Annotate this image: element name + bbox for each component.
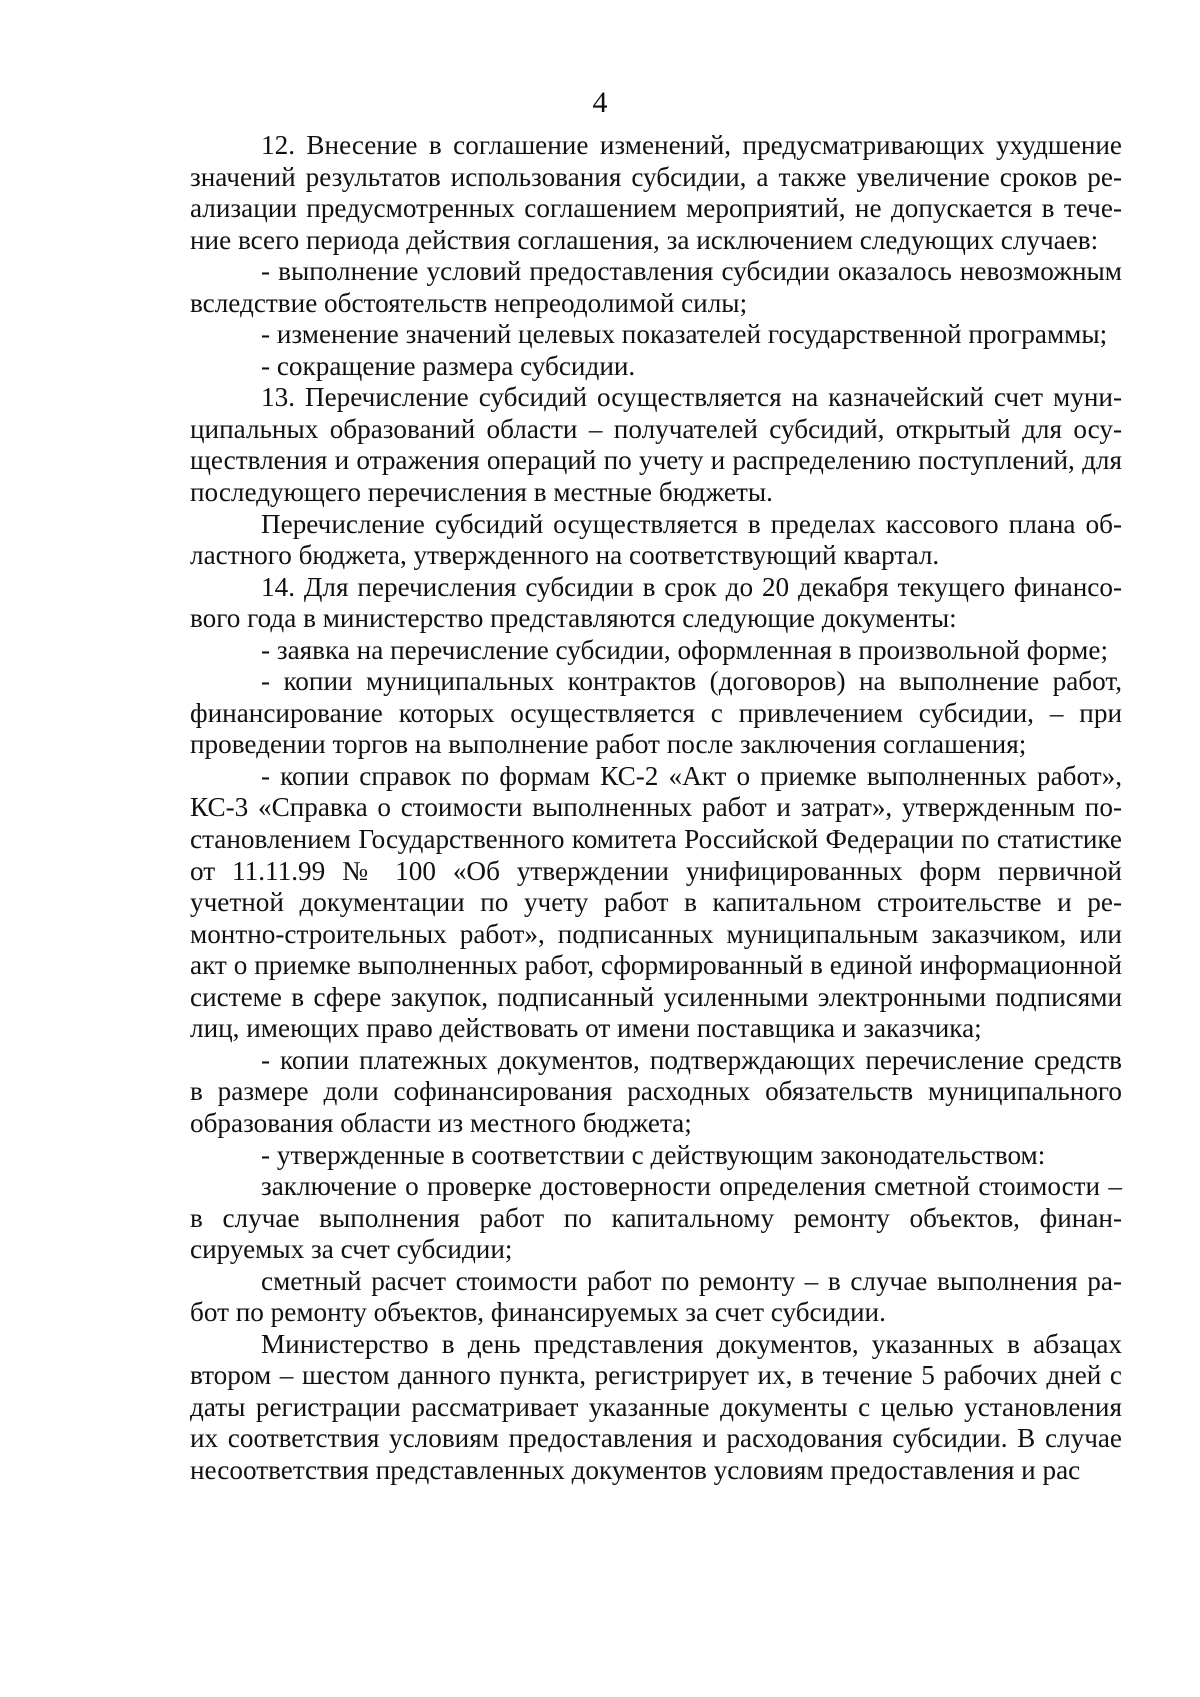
paragraph-13: 13. Перечисление субсидий осуществляется на казначейский счет муниципальных образований области – получателей субсидий, открытый для осуществления и отражения операций по учету и распределению поступлений, для последующего перечисления в местные бюджеты.	[190, 382, 1122, 508]
paragraph-14-intro: 14. Для перечисления субсидии в срок до 20 декабря текущего финансового года в министерство представляются следующие документы:	[190, 571, 1122, 634]
paragraph-14-ministry-review: Министерство в день представления документов, указанных в абзацах втором – шестом данного пункта, регистрирует их, в течение 5 рабочих дней с даты регистрации рассматривает указанные документы с целью установления их соответствия условиям предоставления и расходования субсидии. В случае несоответствия представленных документов условиям предоставления и рас	[190, 1328, 1122, 1485]
paragraph-14-item-payment-docs: - копии платежных документов, подтверждающих перечисление средств в размере доли софинансирования расходных обязательств муниципального образования области из местного бюджета;	[190, 1044, 1122, 1138]
paragraph-14-estimate-conclusion: заключение о проверке достоверности определения сметной стоимости – в случае выполнения работ по капитальному ремонту объектов, финансируемых за счет субсидии;	[190, 1171, 1122, 1265]
paragraph-12-case-subsidy-reduction: - сокращение размера субсидии.	[261, 350, 636, 381]
document-body	[190, 130, 1122, 1487]
page-number: 4	[592, 86, 608, 119]
paragraph-12-intro: 12. Внесение в соглашение изменений, предусматривающих ухудшение значений результатов использования субсидии, а также увеличение сроков реализации предусмотренных соглашением мероприятий, не допускается в течение всего периода действия соглашения, за исключением следующих случаев:	[190, 130, 1122, 255]
paragraph-12-case-program-change: - изменение значений целевых показателей государственной программы;	[261, 319, 1108, 350]
paragraph-14-item-ks-forms: - копии справок по формам КС-2 «Акт о приемке выполненных работ», КС-3 «Справка о стоимости выполненных работ и затрат», утвержденным постановлением Государственного комитета Российской Федерации по статистике от 11.11.99 № 100 «Об утверждении унифицированных форм первичной учетной документации по учету работ в капитальном строительстве и ремонтно-строительных работ», подписанных муниципальным заказчиком, или акт о приемке выполненных работ, сформированный в единой информационной системе в сфере закупок, подписанный усиленными электронными подписями лиц, имеющих право действовать от имени поставщика и заказчика;	[190, 760, 1122, 1044]
paragraph-12-case-force-majeure: - выполнение условий предоставления субсидии оказалось невозможным вследствие обстоятельств непреодолимой силы;	[190, 256, 1122, 318]
paragraph-14-item-application: - заявка на перечисление субсидии, оформленная в произвольной форме;	[261, 634, 1108, 665]
paragraph-13-cash-plan: Перечисление субсидий осуществляется в пределах кассового плана областного бюджета, утвержденного на соответствующий квартал.	[190, 508, 1122, 571]
paragraph-14-item-approved: - утвержденные в соответствии с действующим законодательством:	[261, 1139, 1046, 1170]
paragraph-14-item-contracts: - копии муниципальных контрактов (договоров) на выполнение работ, финансирование которых осуществляется с привлечением субсидии, – при проведении торгов на выполнение работ после заключения соглашения;	[190, 666, 1122, 760]
paragraph-14-estimate-calculation: сметный расчет стоимости работ по ремонту – в случае выполнения работ по ремонту объектов, финансируемых за счет субсидии.	[190, 1265, 1122, 1328]
